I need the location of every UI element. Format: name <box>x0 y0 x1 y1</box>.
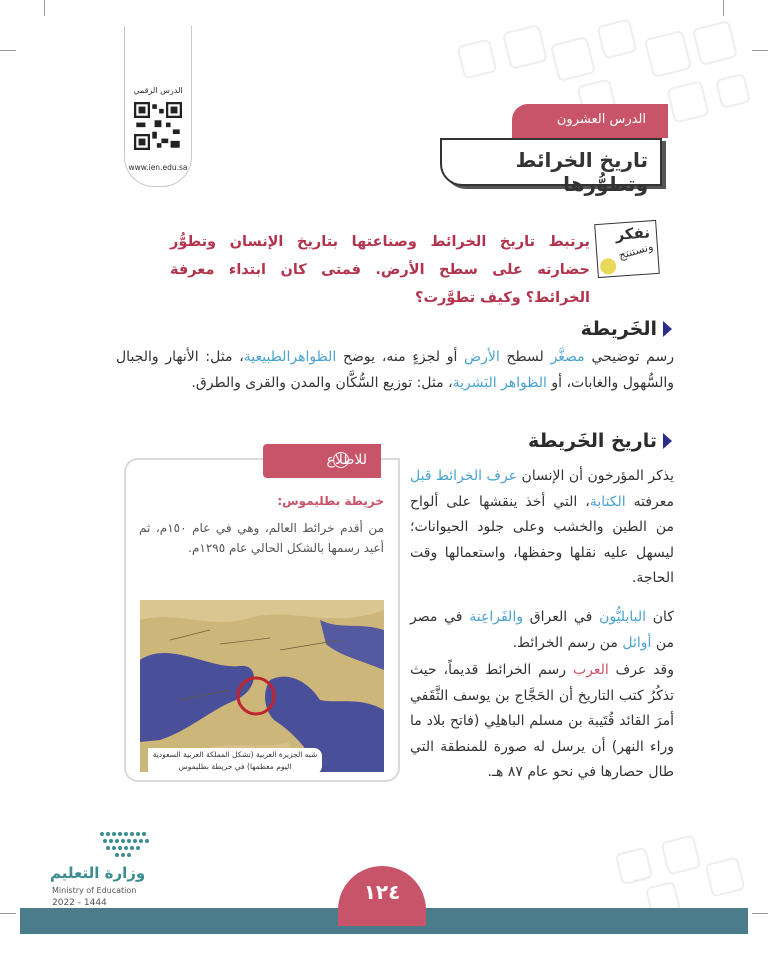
think-label: نفكر <box>614 223 651 244</box>
text-run: من رسم الخرائط. <box>512 634 623 651</box>
lightbulb-icon <box>600 258 617 275</box>
ministry-name-ar: وزارة التعليم <box>50 864 146 882</box>
ptolemy-map-image <box>140 600 384 772</box>
think-badge <box>594 220 660 278</box>
digital-lesson-label: الدرس الرقمي <box>133 86 183 95</box>
crop-mark <box>752 50 768 51</box>
section-arrow-icon <box>663 321 672 337</box>
keyword: الظواهر البَشرية <box>452 374 547 391</box>
keyword: العرب <box>572 662 609 678</box>
crop-mark <box>0 913 16 914</box>
history-paragraph-3 <box>410 658 674 786</box>
page-number-badge <box>338 866 426 926</box>
digital-lesson-url[interactable]: www.ien.edu.sa <box>128 163 188 172</box>
text-run: ، مثل: الأنهار والجبال والسُّهول والغابات، أو <box>116 349 674 391</box>
lesson-title-box <box>440 138 662 196</box>
info-text: من أقدم خرائط العالم، وهي في عام ١٥٠م، ثم أعيد رسمها بالشكل الحالي عام ١٢٩٥م. <box>139 521 384 555</box>
info-panel <box>124 458 400 782</box>
crop-mark <box>723 0 724 16</box>
text-run: لسطح <box>499 349 551 365</box>
crop-mark <box>44 0 45 16</box>
lesson-title: تاريخ الخرائط وتطوُّرها <box>515 148 648 196</box>
keyword: عرف الخرائط قبل <box>410 468 518 484</box>
keyword: الأرض <box>464 349 500 365</box>
keyword: أوائل <box>622 634 652 651</box>
history-paragraph-1 <box>410 464 674 592</box>
text-run: في العراق <box>522 609 600 625</box>
info-tab-label: للاطلاع <box>326 452 367 468</box>
history-paragraph-2 <box>410 605 674 656</box>
decorative-tiles <box>608 830 758 920</box>
lesson-number-tab <box>512 104 668 138</box>
info-tab <box>263 444 381 478</box>
section-heading-text: الخَريطة <box>580 318 657 340</box>
qr-code-icon[interactable] <box>134 102 182 150</box>
digital-lesson-card[interactable] <box>124 26 192 187</box>
map-definition-paragraph <box>116 345 674 396</box>
think-question: يرتبط تاريخ الخرائط وصناعتها بتاريخ الإنسان وتطوُّر حضارته على سطح الأرض. فمتى كان ابتداء معرفة الخرائط؟ وكيف تطوَّرت؟ <box>170 234 590 306</box>
keyword: الكتابة <box>589 493 626 510</box>
conclude-label: ونستنتج <box>616 239 655 263</box>
section-heading-text: تاريخ الخَريطة <box>528 430 657 452</box>
text-run: كان <box>645 609 674 625</box>
text-run: معرفته <box>625 493 675 510</box>
text-run: يذكر المؤرخون أن الإنسان <box>517 468 674 484</box>
page-number: ١٢٤ <box>363 880 401 904</box>
keyword: مصغَّر <box>550 349 585 365</box>
keyword: والفَراعِنة <box>469 609 523 625</box>
map-caption: شبه الجزيرة العربية (تشكل المملكة العربية السعودية اليوم معظمها) في خريطة بطليموس <box>148 748 322 774</box>
section-heading-map <box>581 318 672 340</box>
text-run: في مصر من <box>410 609 674 651</box>
crop-mark <box>0 50 16 51</box>
keyword: الظواهرالطبيعية <box>243 349 337 365</box>
keyword: البابليُّون <box>599 609 646 625</box>
section-heading-history <box>528 430 672 452</box>
edition-year: 2022 - 1444 <box>52 898 107 908</box>
text-run: ، التي أخذ ينقشها على ألواح من الطين والخشب وعلى جلود الحيوانات؛ ليسهل عليه نقلها وحفظها، واستعمالها وقت الحاجة. <box>410 493 674 586</box>
ministry-name-en: Ministry of Education <box>52 886 137 895</box>
info-heading: خريطة بطليموس: <box>277 494 384 508</box>
text-run: رسم الخرائط قديماً، حيث تذكُرُ كتب التاريخ أن الحَجَّاج بن يوسف الثَّقَفي أمرَ القائد قُتَيبة بن مسلم الباهلِي (فاتح بلاد ما وراء النهر) أن يرسل له صورة للمنطقة التي طال حصارها في نحو عام ٨٧ هـ. <box>410 662 674 780</box>
text-run: أو لجزءٍ منه، يوضح <box>336 349 465 365</box>
text-run: ، مثل: توزيع السُّكَّان والمدن والقرى والطرق. <box>191 374 453 391</box>
ministry-logo-icon <box>98 828 152 862</box>
lesson-number: الدرس العشرون <box>556 112 646 127</box>
text-run: وقد عرف <box>608 662 675 678</box>
section-arrow-icon <box>663 433 672 449</box>
text-run: رسم توضيحي <box>584 349 674 365</box>
